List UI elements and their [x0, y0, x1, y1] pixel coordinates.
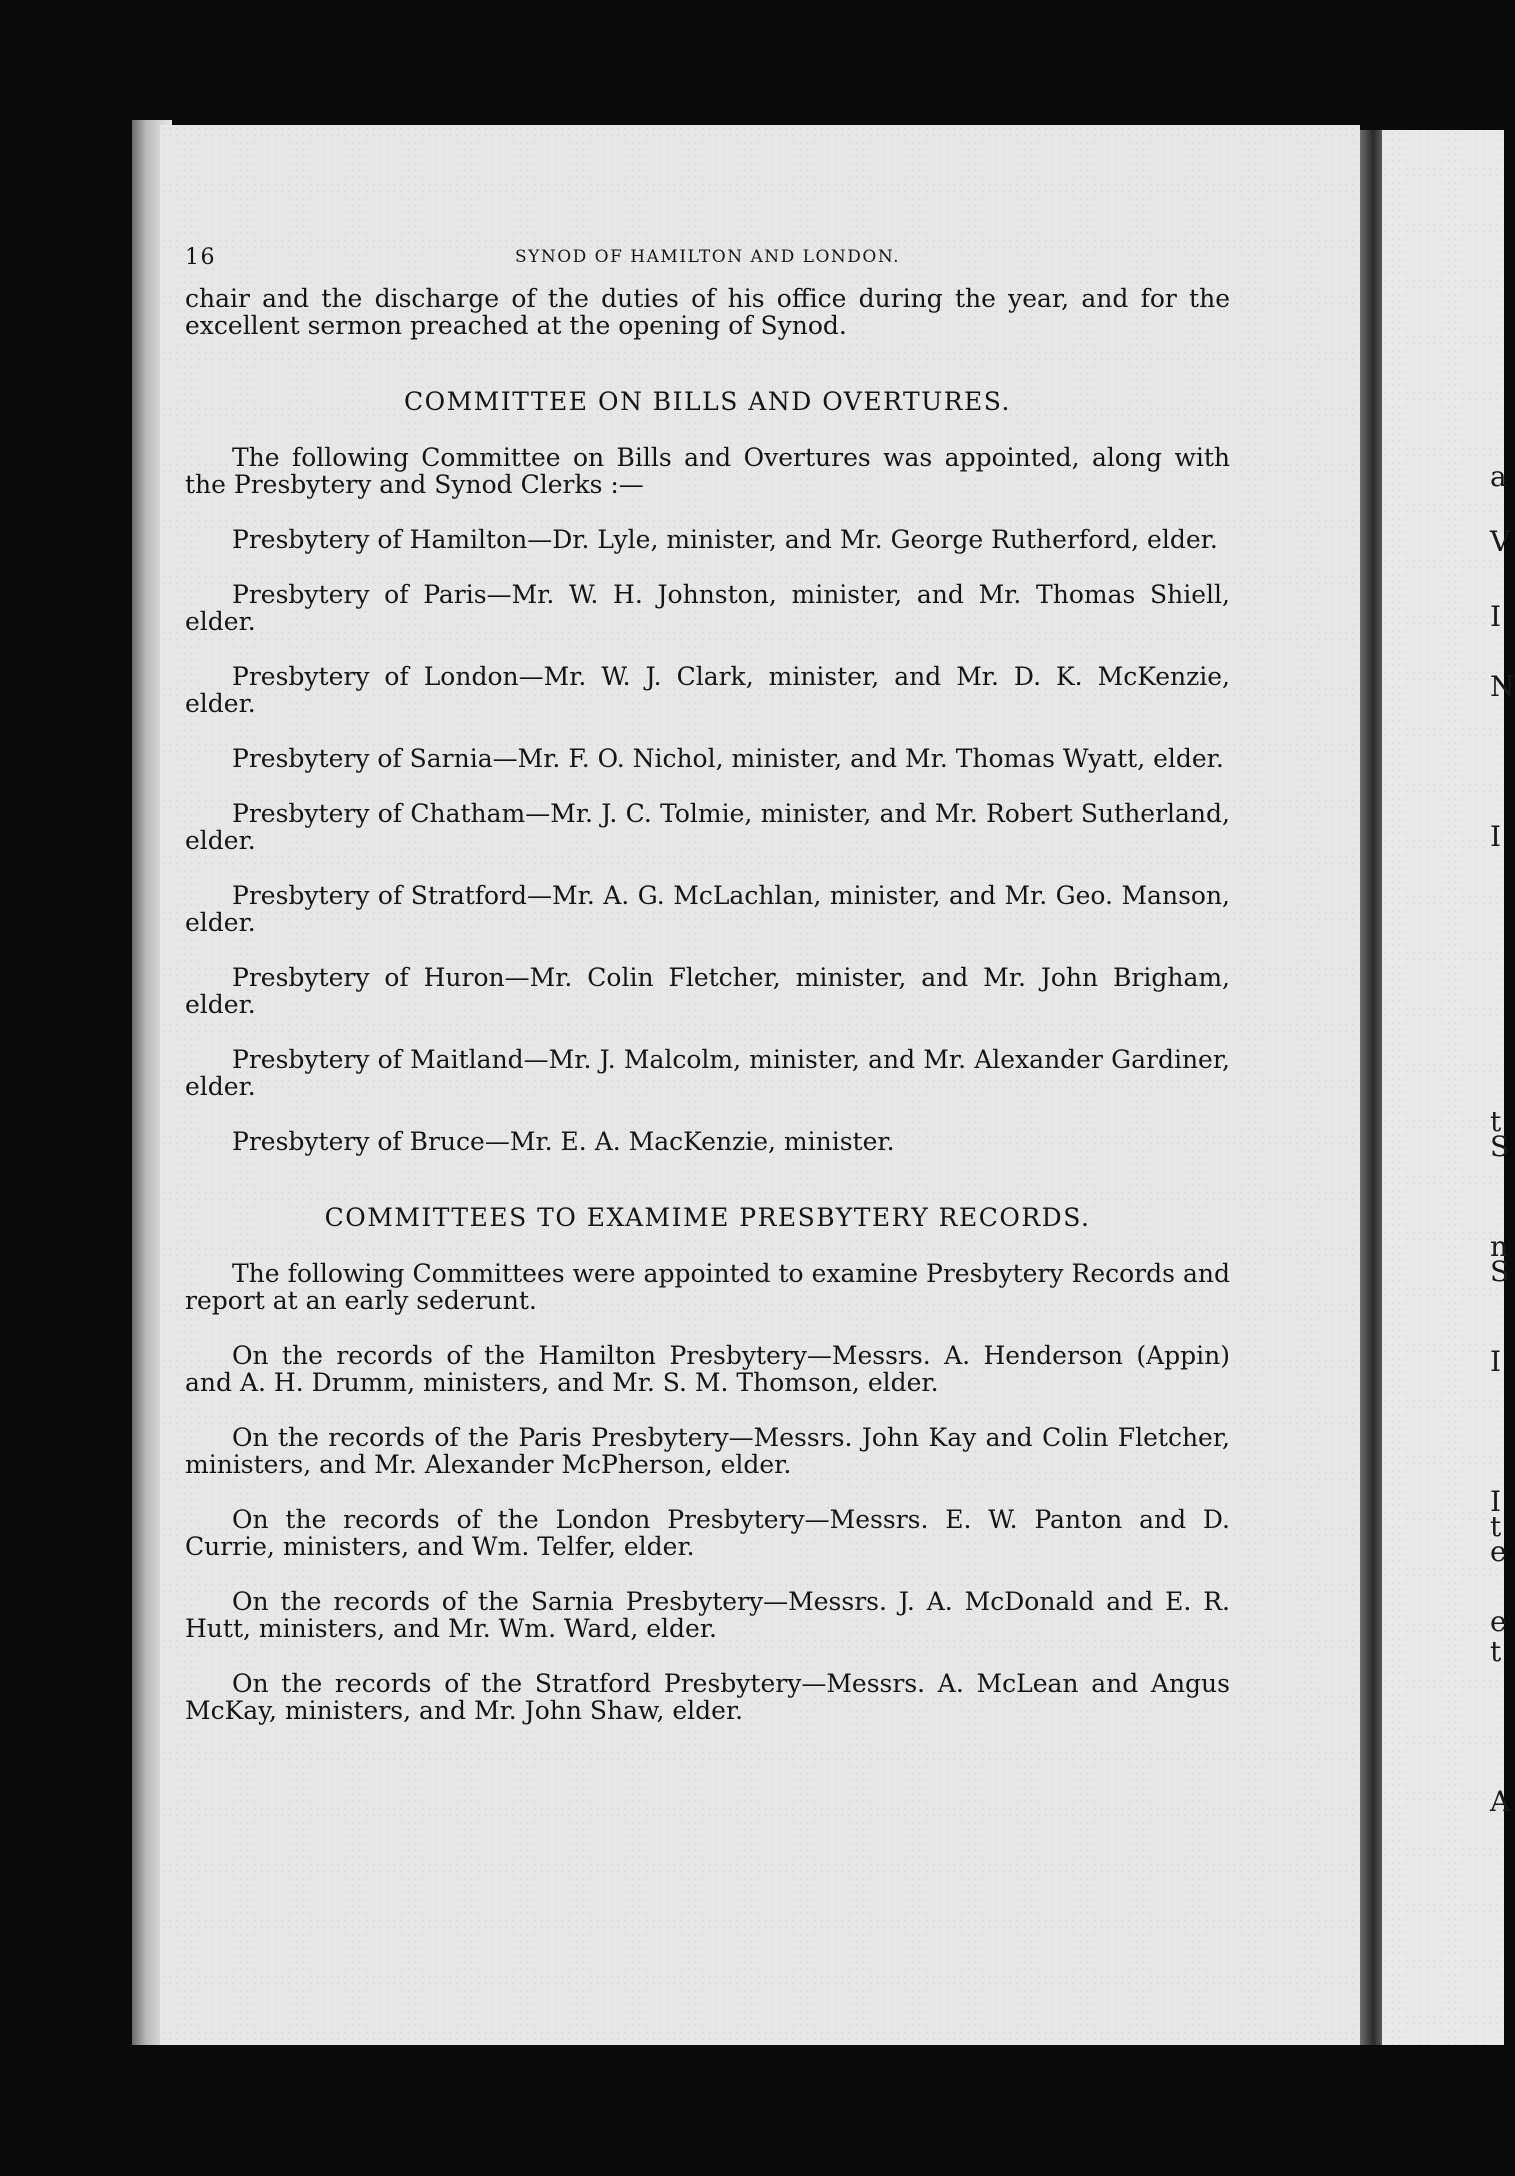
facing-page-letter: A	[1490, 1785, 1511, 1818]
presbytery-entry: Presbytery of Paris—Mr. W. H. Johnston, minister, and Mr. Thomas Shiell, elder.	[185, 580, 1230, 636]
section-heading-bills-overtures: COMMITTEE ON BILLS AND OVERTURES.	[404, 387, 1011, 416]
records-committee-entry: On the records of the Paris Presbytery—Messrs. John Kay and Colin Fletcher, ministers, and Mr. Alexander McPherson, elder.	[185, 1423, 1230, 1479]
facing-page-letter: e	[1490, 1605, 1507, 1638]
page-number: 16	[185, 245, 216, 270]
facing-page-fragment	[1382, 130, 1515, 2045]
records-committee-entry: On the records of the Sarnia Presbytery—Messrs. J. A. McDonald and E. R. Hutt, ministers, and Mr. Wm. Ward, elder.	[185, 1587, 1230, 1643]
presbytery-entry: Presbytery of Bruce—Mr. E. A. MacKenzie, minister.	[232, 1127, 895, 1156]
presbytery-entry: Presbytery of Stratford—Mr. A. G. McLachlan, minister, and Mr. Geo. Manson, elder.	[185, 881, 1230, 937]
facing-page-letter: N	[1490, 670, 1515, 703]
section-intro: The following Committee on Bills and Overtures was appointed, along with the Presbytery and Synod Clerks :—	[185, 443, 1230, 499]
facing-page-letter: S	[1490, 1255, 1510, 1288]
facing-page-letter: I	[1490, 600, 1502, 633]
facing-page-letter: t	[1490, 1105, 1502, 1138]
section-heading-examine-records: COMMITTEES TO EXAMIME PRESBYTERY RECORDS.	[324, 1203, 1091, 1232]
presbytery-entry: Presbytery of Chatham—Mr. J. C. Tolmie, minister, and Mr. Robert Sutherland, elder.	[185, 799, 1230, 855]
facing-page-letter: t	[1490, 1635, 1502, 1668]
presbytery-entry: Presbytery of London—Mr. W. J. Clark, minister, and Mr. D. K. McKenzie, elder.	[185, 662, 1230, 718]
opening-paragraph: chair and the discharge of the duties of his office during the year, and for the excellent sermon preached at the opening of Synod.	[185, 284, 1230, 340]
facing-page-letter: n	[1490, 1230, 1509, 1263]
presbytery-entry: Presbytery of Hamilton—Dr. Lyle, minister, and Mr. George Rutherford, elder.	[232, 525, 1218, 554]
presbytery-entry: Presbytery of Maitland—Mr. J. Malcolm, minister, and Mr. Alexander Gardiner, elder.	[185, 1045, 1230, 1101]
facing-page-letter: I	[1490, 1345, 1502, 1378]
presbytery-entry: Presbytery of Huron—Mr. Colin Fletcher, minister, and Mr. John Brigham, elder.	[185, 963, 1230, 1019]
page-content	[185, 245, 1230, 1724]
section-intro: The following Committees were appointed to examine Presbytery Records and report at an early sederunt.	[185, 1259, 1230, 1315]
facing-page-letter: a	[1490, 460, 1507, 493]
facing-page-letter: t	[1490, 1510, 1502, 1543]
book-gutter	[1360, 130, 1382, 2045]
running-title: SYNOD OF HAMILTON AND LONDON.	[514, 247, 901, 267]
records-committee-entry: On the records of the Stratford Presbytery—Messrs. A. McLean and Angus McKay, ministers, and Mr. John Shaw, elder.	[185, 1669, 1230, 1725]
presbytery-entry: Presbytery of Sarnia—Mr. F. O. Nichol, minister, and Mr. Thomas Wyatt, elder.	[232, 744, 1224, 773]
running-head	[185, 245, 1230, 285]
records-committee-entry: On the records of the Hamilton Presbytery—Messrs. A. Henderson (Appin) and A. H. Drumm, ministers, and Mr. S. M. Thomson, elder.	[185, 1341, 1230, 1397]
facing-page-letter: e	[1490, 1535, 1507, 1568]
records-committee-entry: On the records of the London Presbytery—Messrs. E. W. Panton and D. Currie, ministers, and Wm. Telfer, elder.	[185, 1505, 1230, 1561]
facing-page-letter: V	[1490, 525, 1511, 558]
facing-page-letter: I	[1490, 820, 1502, 853]
facing-page-letter: S	[1490, 1130, 1510, 1163]
facing-page-letter: I	[1490, 1485, 1502, 1518]
